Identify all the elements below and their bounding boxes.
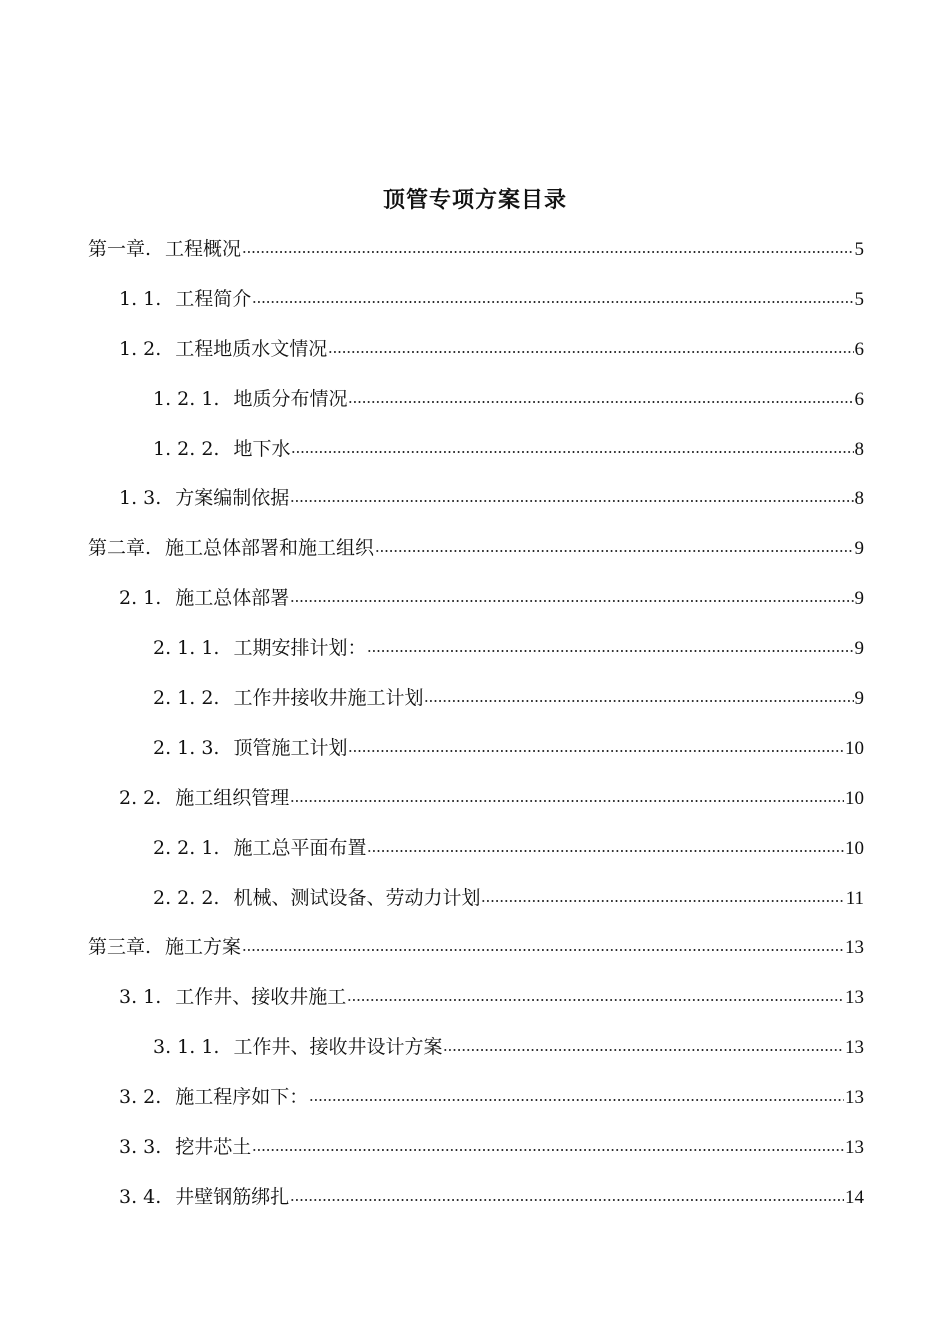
toc-entry-title: 工程地质水文情况 — [175, 337, 328, 360]
toc-entry[interactable] — [0, 682, 950, 732]
toc-entry-number: 2. 2. 1. — [153, 836, 220, 859]
toc-entry[interactable] — [0, 433, 950, 483]
dot-leader — [291, 433, 853, 455]
toc-entry-number: 第一章. — [88, 238, 152, 260]
toc-entry-number: 2. 2. 2. — [153, 886, 220, 909]
toc-entry-title: 施工总体部署和施工组织 — [165, 537, 375, 560]
toc-entry-page-number: 13 — [845, 1137, 864, 1159]
dot-leader — [328, 333, 853, 355]
toc-entry-number: 3. 1. 1. — [153, 1036, 220, 1059]
toc-entry-title: 工作井、接收井施工 — [175, 986, 347, 1009]
dot-leader — [290, 482, 853, 504]
toc-entry-page-number: 5 — [854, 288, 864, 310]
toc-entry[interactable] — [0, 1081, 950, 1131]
dot-leader — [252, 283, 853, 305]
toc-entry-page-number: 9 — [854, 688, 864, 710]
toc-entry-number: 第三章. — [88, 936, 152, 959]
dot-leader — [290, 1181, 844, 1203]
dot-leader — [348, 383, 853, 405]
toc-entry[interactable] — [0, 882, 950, 932]
toc-entry[interactable] — [0, 632, 950, 682]
toc-entry[interactable] — [0, 1181, 950, 1231]
toc-entry-page-number: 13 — [845, 1087, 864, 1109]
toc-entry-title: 工作井接收井施工计划 — [233, 687, 424, 710]
toc-entry-number: 1. 3. — [119, 487, 162, 510]
toc-entry-page-number: 9 — [854, 538, 864, 560]
toc-entry-title: 方案编制依据 — [175, 487, 290, 510]
toc-entry[interactable] — [0, 482, 950, 532]
toc-entry-number: 3. 1. — [119, 986, 162, 1009]
toc-entry-title: 工作井、接收井设计方案 — [233, 1036, 443, 1059]
toc-entry[interactable] — [0, 233, 950, 283]
toc-entry-number: 3. 2. — [119, 1086, 162, 1109]
toc-entry-number: 3. 4. — [119, 1185, 162, 1208]
toc-entry-title: 机械、测试设备、劳动力计划 — [233, 886, 481, 909]
toc-entry-number: 3. 3. — [119, 1136, 162, 1159]
toc-entry-title: 施工总体部署 — [175, 587, 290, 610]
dot-leader — [290, 582, 853, 604]
toc-entry-page-number: 14 — [845, 1186, 864, 1208]
toc-entry-title: 施工方案 — [165, 936, 242, 959]
toc-entry-page-number: 13 — [845, 937, 864, 959]
toc-entry[interactable] — [0, 283, 950, 333]
dot-leader — [252, 1131, 844, 1153]
dot-leader — [481, 882, 844, 904]
toc-entry[interactable] — [0, 931, 950, 981]
dot-leader — [424, 682, 853, 704]
toc-entry-page-number: 10 — [845, 737, 864, 759]
toc-entry[interactable] — [0, 832, 950, 882]
toc-entry-title: 挖井芯土 — [175, 1136, 252, 1159]
toc-entry-page-number: 9 — [854, 638, 864, 660]
dot-leader — [367, 832, 844, 854]
toc-entry-page-number: 6 — [854, 338, 864, 360]
toc-entry[interactable] — [0, 383, 950, 433]
dot-leader — [443, 1031, 844, 1053]
toc-title: 顶管专项方案目录 — [382, 187, 567, 213]
dot-leader — [242, 233, 853, 255]
toc-entry-title: 顶管施工计划 — [233, 736, 348, 759]
toc-entry-number: 2. 2. — [119, 786, 162, 809]
toc-entry-number: 1. 2. 1. — [153, 387, 220, 410]
toc-entry-title: 工期安排计划： — [233, 637, 367, 660]
toc-entry-page-number: 13 — [845, 987, 864, 1009]
toc-entry-page-number: 5 — [854, 239, 864, 260]
toc-entry-number: 1. 2. — [119, 337, 162, 360]
toc-entry-title: 工程简介 — [175, 287, 252, 310]
toc-entry-title: 施工总平面布置 — [233, 836, 367, 859]
dot-leader — [347, 981, 844, 1003]
toc-entry-page-number: 9 — [854, 588, 864, 610]
toc-entry[interactable] — [0, 732, 950, 782]
toc-entry-page-number: 10 — [845, 837, 864, 859]
table-of-contents — [0, 233, 950, 1231]
toc-entry-page-number: 13 — [845, 1037, 864, 1059]
toc-entry-number: 2. 1. — [119, 587, 162, 610]
toc-entry-page-number: 8 — [854, 488, 864, 510]
toc-entry-title: 地质分布情况 — [233, 387, 348, 410]
toc-entry[interactable] — [0, 582, 950, 632]
toc-entry-title: 施工组织管理 — [175, 786, 290, 809]
dot-leader — [242, 931, 844, 953]
toc-entry[interactable] — [0, 1031, 950, 1081]
dot-leader — [348, 732, 844, 754]
toc-entry-number: 2. 1. 1. — [153, 637, 220, 660]
toc-entry[interactable] — [0, 333, 950, 383]
toc-entry-number: 第二章. — [88, 537, 152, 560]
toc-entry-page-number: 6 — [854, 388, 864, 410]
toc-entry-title: 工程概况 — [165, 238, 242, 260]
toc-entry[interactable] — [0, 782, 950, 832]
dot-leader — [367, 632, 853, 654]
dot-leader — [375, 532, 853, 554]
toc-entry-number: 1. 1. — [119, 287, 162, 310]
toc-entry-title: 地下水 — [233, 437, 291, 460]
toc-entry-number: 1. 2. 2. — [153, 437, 220, 460]
toc-entry-title: 井壁钢筋绑扎 — [175, 1185, 290, 1208]
toc-entry[interactable] — [0, 1131, 950, 1181]
dot-leader — [290, 782, 844, 804]
dot-leader — [309, 1081, 844, 1103]
toc-entry[interactable] — [0, 532, 950, 582]
toc-entry-title: 施工程序如下： — [175, 1086, 309, 1109]
toc-entry-page-number: 11 — [845, 887, 864, 909]
toc-entry-page-number: 10 — [845, 787, 864, 809]
toc-entry[interactable] — [0, 981, 950, 1031]
toc-entry-number: 2. 1. 3. — [153, 736, 220, 759]
toc-entry-number: 2. 1. 2. — [153, 687, 220, 710]
toc-entry-page-number: 8 — [854, 438, 864, 460]
